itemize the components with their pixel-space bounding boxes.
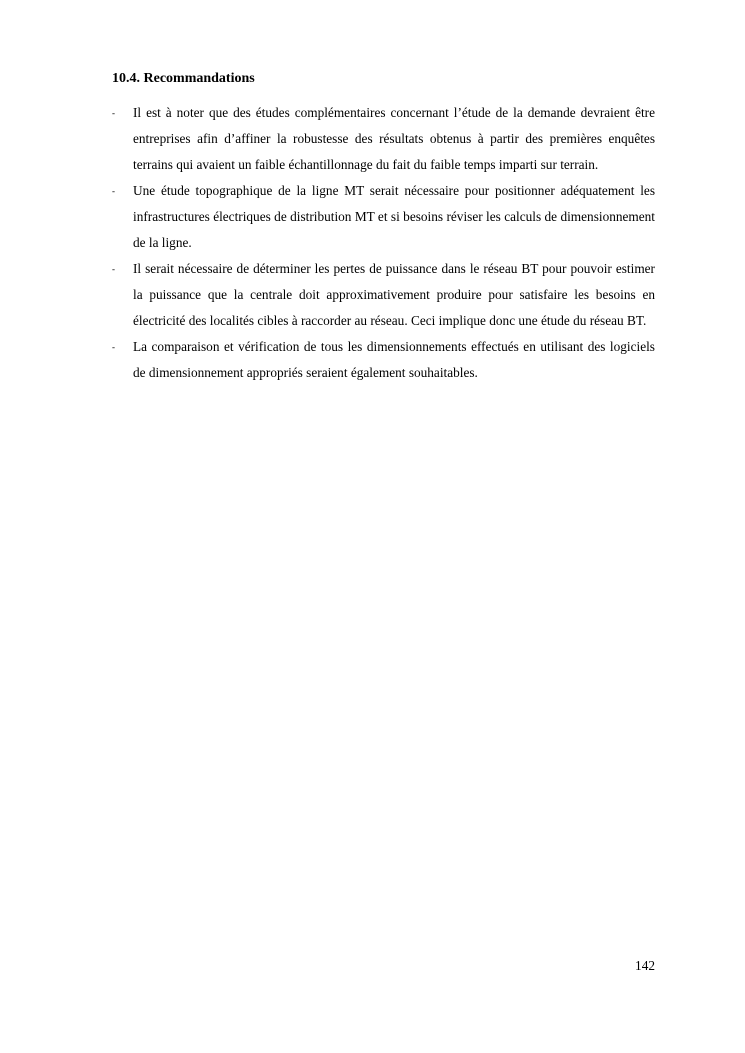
list-item-text: Une étude topographique de la ligne MT serait nécessaire pour positionner adéquatement les infrastructures électriques de distribution MT et si besoins réviser les calculs de dimensionnement de la ligne. [133,183,655,250]
bullet-dash: - [112,186,115,196]
list-item [112,100,655,178]
page-number: 142 [635,958,655,973]
list-item [112,256,655,334]
list-item-text: La comparaison et vérification de tous les dimensionnements effectués en utilisant des logiciels de dimensionnement appropriés seraient également souhaitables. [133,339,655,380]
bullet-dash: - [112,342,115,352]
list-item [112,178,655,256]
list-item-text: Il serait nécessaire de déterminer les pertes de puissance dans le réseau BT pour pouvoir estimer la puissance que la centrale doit approximativement produire pour satisfaire les besoins en électricité des localités cibles à raccorder au réseau. Ceci implique donc une étude du réseau BT. [133,261,655,328]
section-heading: 10.4. Recommandations [112,71,255,86]
list-item [112,334,655,386]
list-item-text: Il est à noter que des études complémentaires concernant l’étude de la demande devraient être entreprises afin d’affiner la robustesse des résultats obtenus à partir des premières enquêtes terrains qui avaient un faible échantillonnage du fait du faible temps imparti sur terrain. [133,105,655,172]
bullet-dash: - [112,264,115,274]
recommendations-list [112,100,655,386]
bullet-dash: - [112,108,115,118]
